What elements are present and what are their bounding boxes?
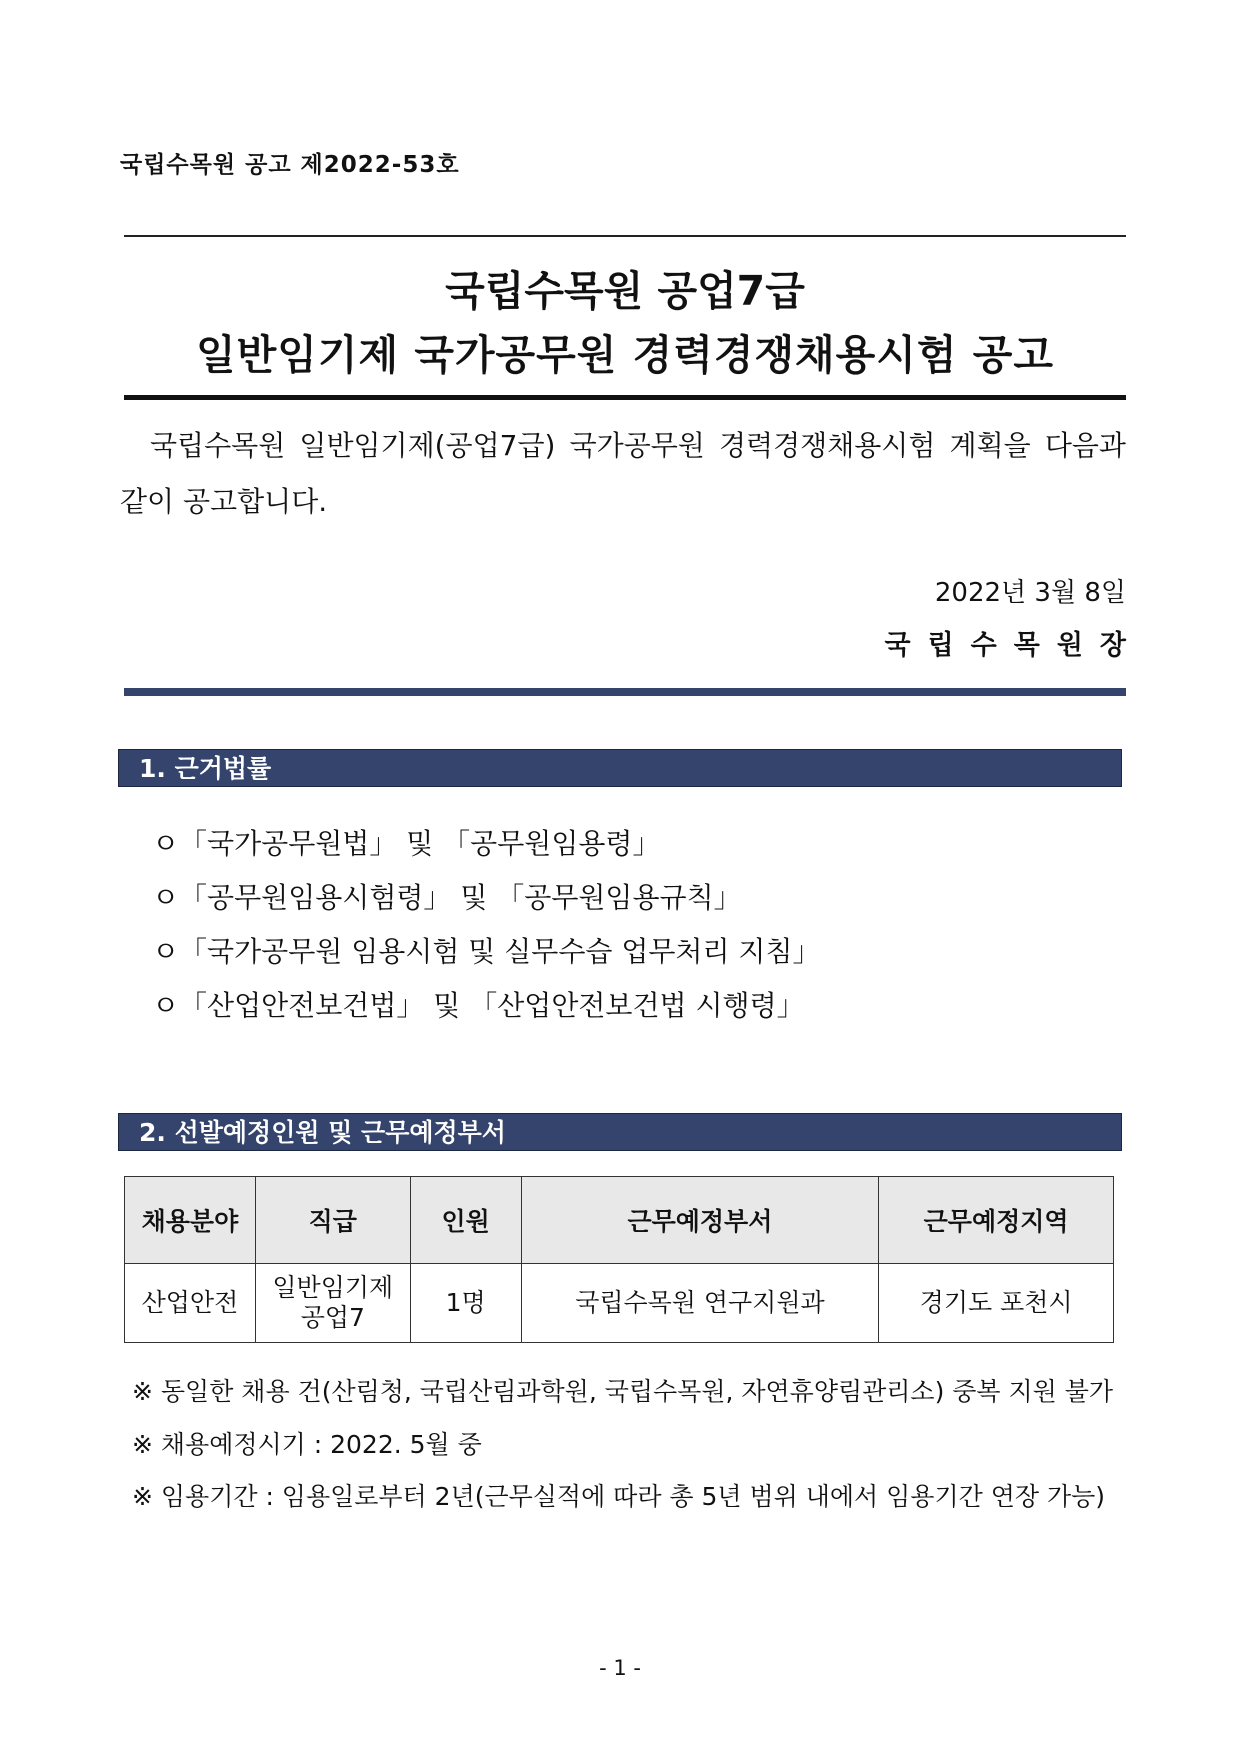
title-divider (124, 395, 1126, 400)
legal-basis-item: ㅇ「국가공무원법」 및 「공무원임용령」 (152, 827, 661, 860)
page-title-line1: 국립수목원 공업7급 (445, 267, 805, 315)
intro-paragraph: 국립수목원 일반임기제(공업7급) 국가공무원 경력경쟁채용시험 계획을 다음과 같이 공고합니다. (120, 429, 1126, 518)
table-header-row (125, 1177, 1114, 1264)
section-divider (124, 688, 1126, 696)
cell-field: 산업안전 (125, 1264, 256, 1343)
legal-basis-item: ㅇ「산업안전보건법」 및 「산업안전보건법 시행령」 (152, 989, 805, 1022)
top-divider (124, 235, 1126, 237)
col-header-department: 근무예정부서 (521, 1177, 879, 1264)
cell-grade (255, 1264, 410, 1343)
legal-basis-item: ㅇ「국가공무원 임용시험 및 실무수습 업무처리 지침」 (152, 935, 821, 968)
cell-department: 국립수목원 연구지원과 (521, 1264, 879, 1343)
notice-date: 2022년 3월 8일 (934, 578, 1126, 608)
issuer-name: 국립수목원장 (884, 630, 1143, 661)
note-hiring-period: ※ 채용예정시기 : 2022. 5월 중 (132, 1430, 482, 1459)
note-duplicate-application: ※ 동일한 채용 건(산림청, 국립산림과학원, 국립수목원, 자연휴양림관리소) 중복 지원 불가 (132, 1377, 1114, 1406)
page-number: - 1 - (599, 1656, 641, 1680)
section-heading-legal-basis: 1. 근거법률 (118, 749, 1122, 787)
cell-grade-line2: 공업7 (300, 1303, 365, 1332)
col-header-count: 인원 (410, 1177, 521, 1264)
recruitment-table (124, 1176, 1114, 1343)
table-row (125, 1264, 1114, 1343)
col-header-grade: 직급 (255, 1177, 410, 1264)
notice-number: 국립수목원 공고 제2022-53호 (120, 152, 460, 178)
col-header-location: 근무예정지역 (879, 1177, 1114, 1264)
cell-grade-line1: 일반임기제 (272, 1273, 394, 1302)
cell-location: 경기도 포천시 (879, 1264, 1114, 1343)
note-appointment-term: ※ 임용기간 : 임용일로부터 2년(근무실적에 따라 총 5년 범위 내에서 임용기간 연장 가능) (132, 1482, 1106, 1511)
page-title-line2: 일반임기제 국가공무원 경력경쟁채용시험 공고 (196, 331, 1054, 379)
legal-basis-item: ㅇ「공무원임용시험령」 및 「공무원임용규칙」 (152, 881, 742, 914)
section-heading-recruitment: 2. 선발예정인원 및 근무예정부서 (118, 1113, 1122, 1151)
cell-count: 1명 (410, 1264, 521, 1343)
col-header-field: 채용분야 (125, 1177, 256, 1264)
